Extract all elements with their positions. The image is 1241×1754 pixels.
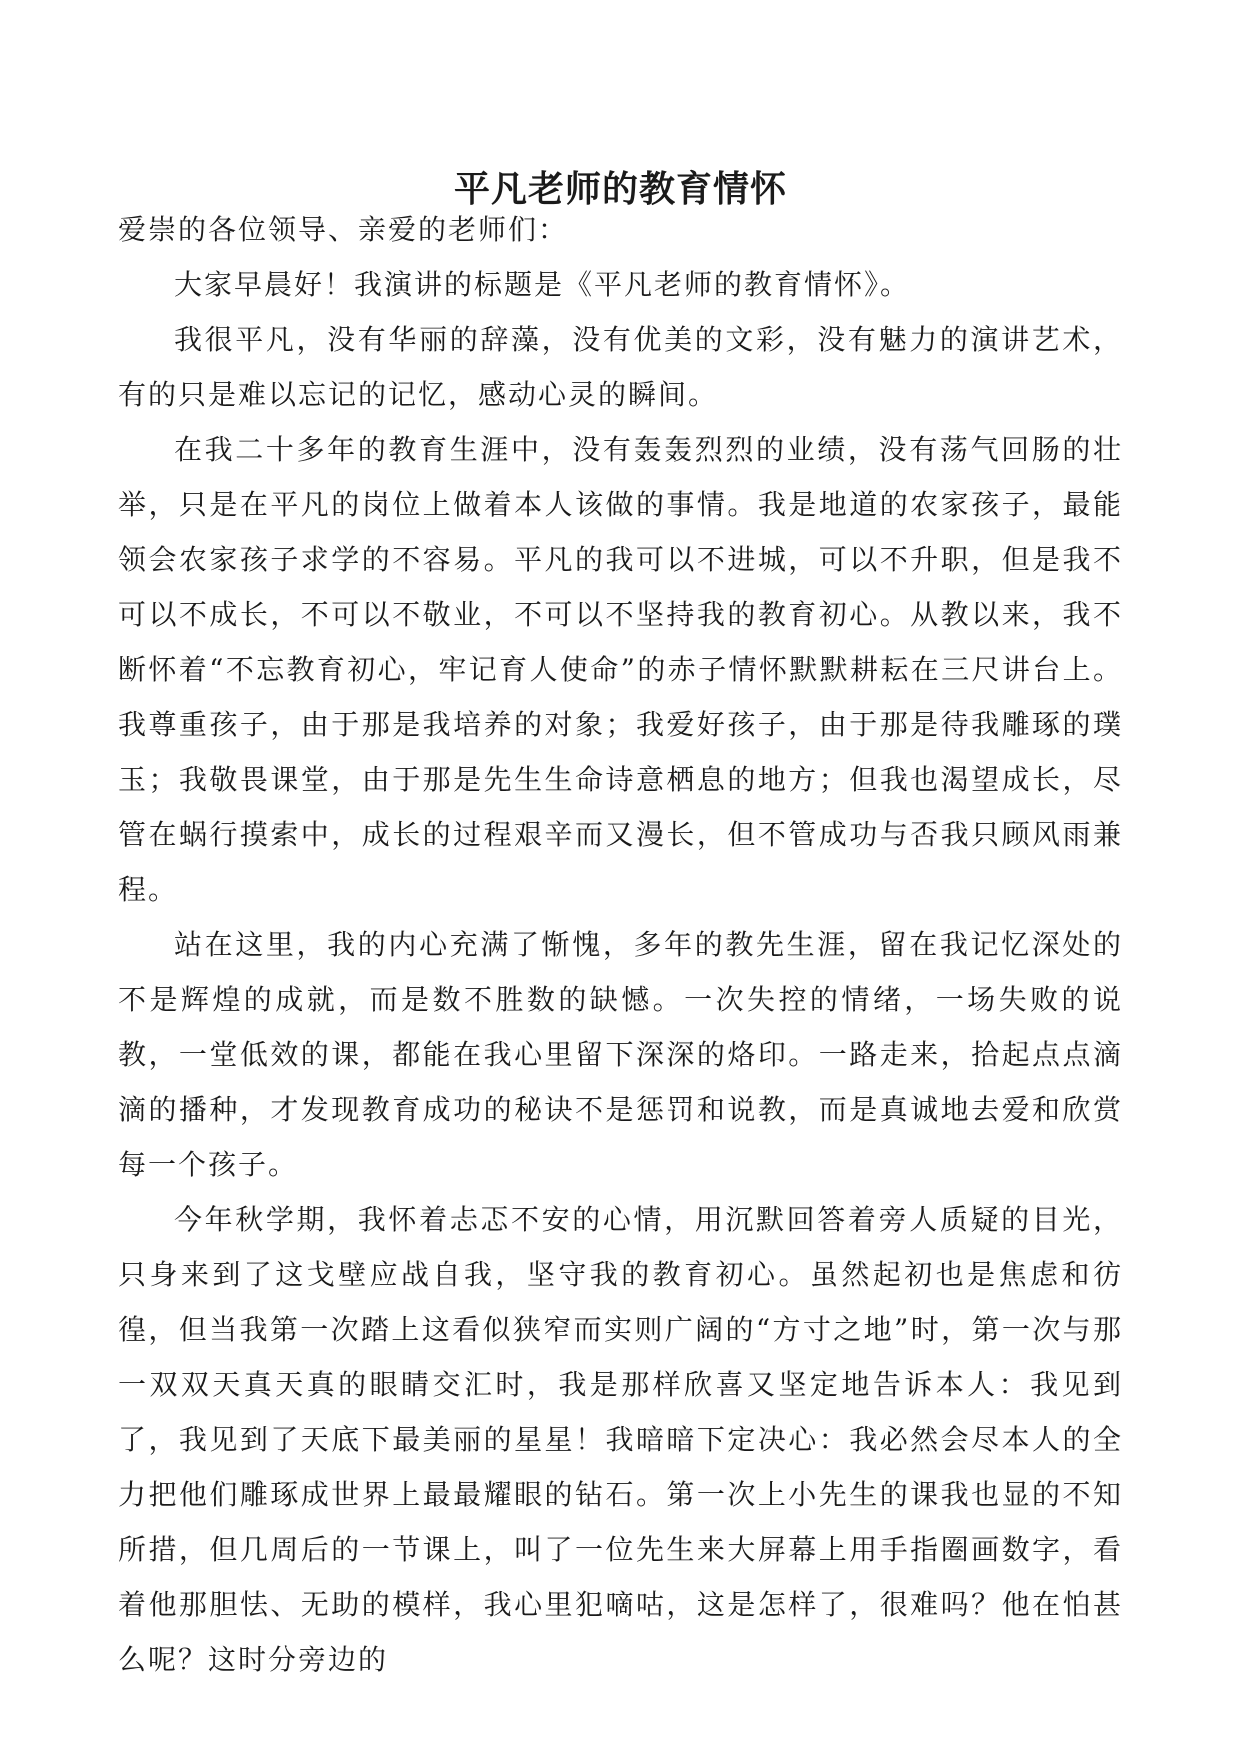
document-title: 平凡老师的教育情怀 [453,168,787,211]
paragraph-career: 在我二十多年的教育生涯中，没有轰轰烈烈的业绩，没有荡气回肠的壮举，只是在平凡的岗位上做着本人该做的事情。我是地道的农家孩子，最能领会农家孩子求学的不容易。平凡的我可以不进城，可以不升职，但是我不可以不成长，不可以不敬业，不可以不坚持我的教育初心。从教以来，我不断怀着“不忘教育初心，牢记育人使命”的赤子情怀默默耕耘在三尺讲台上。我尊重孩子，由于那是我培养的对象；我爱好孩子，由于那是待我雕琢的璞玉；我敬畏课堂，由于那是先生生命诗意栖息的地方；但我也渴望成长，尽管在蜗行摸索中，成长的过程艰辛而又漫长，但不管成功与否我只顾风雨兼程。 [118,433,1123,906]
paragraph-greeting: 大家早晨好！我演讲的标题是《平凡老师的教育情怀》。 [174,268,911,301]
paragraph-reflection: 站在这里，我的内心充满了惭愧，多年的教先生涯，留在我记忆深处的不是辉煌的成就，而是数不胜数的缺憾。一次失控的情绪，一场失败的说教，一堂低效的课，都能在我心里留下深深的烙印。一路走来，拾起点点滴滴的播种，才发现教育成功的秘诀不是惩罚和说教，而是真诚地去爱和欣赏每一个孩子。 [118,928,1123,1181]
paragraph-autumn-term: 今年秋学期，我怀着忐忑不安的心情，用沉默回答着旁人质疑的目光，只身来到了这戈壁应战自我，坚守我的教育初心。虽然起初也是焦虑和彷徨，但当我第一次踏上这看似狭窄而实则广阔的“方寸之地”时，第一次与那一双双天真天真的眼睛交汇时，我是那样欣喜又坚定地告诉本人：我见到了，我见到了天底下最美丽的星星！我暗暗下定决心：我必然会尽本人的全力把他们雕琢成世界上最最耀眼的钻石。第一次上小先生的课我也显的不知所措，但几周后的一节课上，叫了一位先生来大屏幕上用手指圈画数字，看着他那胆怯、无助的模样，我心里犯嘀咕，这是怎样了，很难吗？他在怕甚么呢？这时分旁边的 [118,1203,1123,1676]
salutation: 爱崇的各位领导、亲爱的老师们： [118,213,569,246]
document-body [118,202,1123,1687]
paragraph-introduction: 我很平凡，没有华丽的辞藻，没有优美的文彩，没有魅力的演讲艺术，有的只是难以忘记的记忆，感动心灵的瞬间。 [118,323,1123,411]
